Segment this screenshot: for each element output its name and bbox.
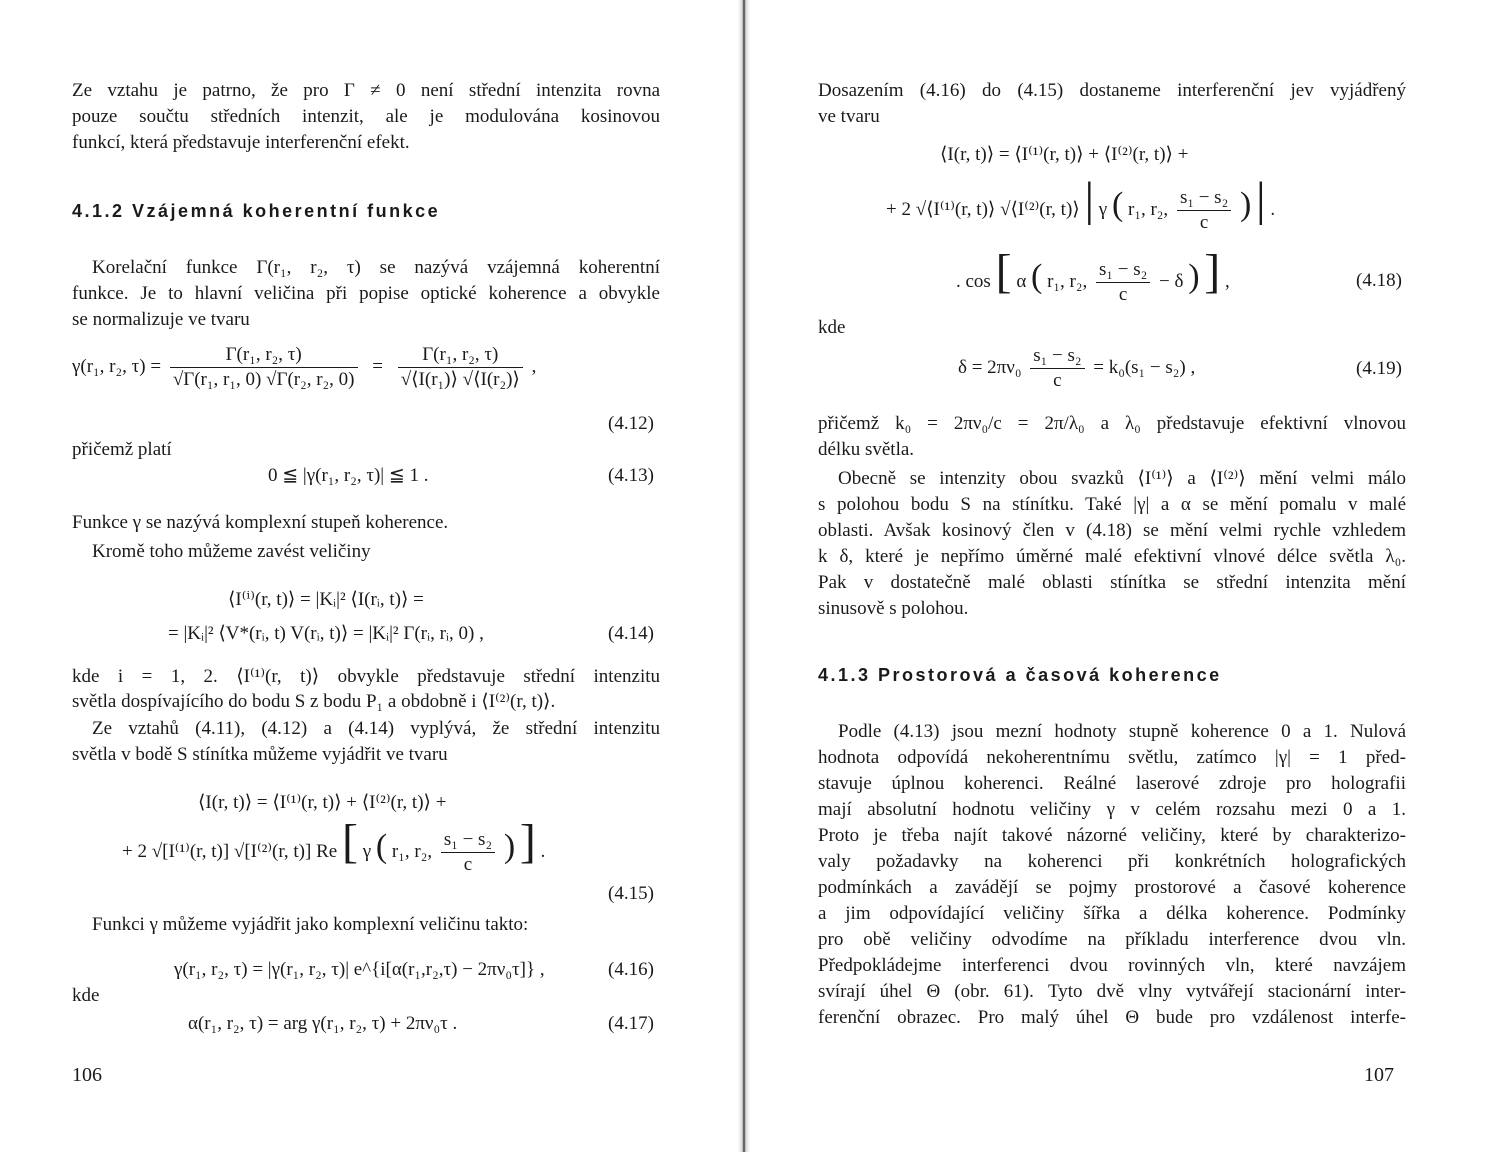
equation-4-17: α(r₁, r₂, τ) = arg γ(r₁, r₂, τ) + 2πν₀τ . — [188, 1013, 458, 1034]
eq418-part-a: + 2 √⟨I⁽¹⁾(r, t)⟩ √⟨I⁽²⁾(r, t)⟩ — [886, 198, 1080, 220]
equation-4-18-line1: ⟨I(r, t)⟩ = ⟨I⁽¹⁾(r, t)⟩ + ⟨I⁽²⁾(r, t)⟩ + — [940, 144, 1189, 165]
eq415-frac-den: c — [463, 854, 473, 875]
right-para3-line1: Obecně se intenzity obou svazků ⟨I⁽¹⁾⟩ a ⟨I⁽²⁾⟩ mění velmi málo — [838, 468, 1406, 489]
eq418-line3-tail: , — [1225, 270, 1230, 292]
right-para4-line12: ferenční obrazec. Pro malý úhel Θ bude pro vzdálenost interfe- — [818, 1007, 1406, 1028]
eq418-frac-num: s₁ − s₂ — [1177, 186, 1231, 211]
left-para3-last: světla dospívajícího do bodu S z bodu P₁ a obdobně i ⟨I⁽²⁾(r, t)⟩. — [72, 691, 556, 712]
right-para4-line11: svírají úhel Θ (obr. 61). Tyto dvě vlny vytvářejí stacionární inter- — [818, 981, 1406, 1002]
left-para4-line1: Ze vztahů (4.11), (4.12) a (4.14) vyplývá, že střední intenzitu — [92, 718, 660, 739]
right-kde: kde — [818, 317, 846, 338]
eq415-args: r₁, r₂, — [391, 840, 433, 862]
page-number-right: 107 — [1364, 1064, 1394, 1086]
right-para2-line1: přičemž k₀ = 2πν₀/c = 2π/λ₀ a λ₀ představuje efektivní vlnovou — [818, 413, 1406, 434]
equation-4-16: γ(r₁, r₂, τ) = |γ(r₁, r₂, τ)| e^{i[α(r₁,r₂,τ) − 2πν₀τ]} , — [174, 959, 545, 980]
right-para4-line5: Proto je třeba najít takové názorné veličiny, které by charakterizo- — [818, 825, 1406, 846]
right-para1-last: ve tvaru — [818, 106, 880, 127]
equation-4-19 — [958, 344, 1195, 393]
right-para3-line4: k δ, které je nepřímo úměrné malé efektivní vlnové délce světla λ₀. — [818, 546, 1406, 567]
equation-number-4-17: (4.17) — [608, 1013, 654, 1034]
left-para1-last: funkcí, která představuje interferenční efekt. — [72, 132, 410, 153]
right-para2-last: délku světla. — [818, 439, 915, 460]
eq419-frac-den: c — [1053, 370, 1062, 391]
eq412-den1: √Γ(r₁, r₁, 0) √Γ(r₂, r₂, 0) — [172, 369, 355, 390]
right-para3-line5: Pak v dostatečně malé oblasti stínítka se střední intenzita mění — [818, 572, 1406, 593]
eq415-tail: . — [540, 840, 546, 862]
equation-4-13: 0 ≦ |γ(r₁, r₂, τ)| ≦ 1 . — [268, 465, 429, 486]
eq415-part-a: + 2 √[I⁽¹⁾(r, t)] √[I⁽²⁾(r, t)] Re — [122, 840, 338, 862]
krome-line: Kromě toho můžeme zavést veličiny — [92, 541, 371, 562]
eq418-abs-open: | — [1084, 172, 1095, 226]
left-para1-line2: pouze součtu středních intenzit, ale je modulována kosinovou — [72, 106, 660, 127]
eq419-lhs: δ = 2πν₀ — [958, 356, 1022, 378]
eq418-paren2-close: ) — [1188, 257, 1200, 295]
pricemz-plati: přičemž platí — [72, 439, 172, 460]
left-para2-line2: funkce. Je to hlavní veličina při popise optické koherence a obvykle — [72, 283, 660, 304]
right-para4-line4: mají absolutní hodnotu veličiny γ v celém rozsahu mezi 0 a 1. — [818, 799, 1406, 820]
equation-4-15-line2 — [122, 814, 546, 877]
eq418-abs-close: | — [1256, 172, 1266, 226]
eq415-gamma: γ — [362, 840, 372, 862]
eq418-alpha: α — [1016, 270, 1027, 292]
eq412-equals: = — [372, 355, 383, 377]
eq418-args2: r₁, r₂, — [1047, 270, 1088, 292]
right-para4-line8: a jim odpovídající veličiny šířka a délka koherence. Podmínky — [818, 903, 1406, 924]
left-para2-last: se normalizuje ve tvaru — [72, 309, 250, 330]
eq418-fraction-2 — [1096, 258, 1150, 307]
equation-number-4-18: (4.18) — [1356, 270, 1402, 291]
right-para4-line7: podmínkách a zavádějí se pojmy prostorové a časové koherence — [818, 877, 1406, 898]
equation-number-4-15: (4.15) — [608, 883, 654, 904]
section-heading-4-1-2: 4.1.2 Vzájemná koherentní funkce — [72, 201, 441, 221]
eq418-line2-tail: . — [1270, 198, 1276, 220]
equation-4-14-line1: ⟨I⁽ⁱ⁾(r, t)⟩ = |Kᵢ|² ⟨I(rᵢ, t)⟩ = — [228, 589, 424, 610]
eq419-frac-num: s₁ − s₂ — [1030, 344, 1084, 369]
funkce-line: Funkce γ se nazývá komplexní stupeň koherence. — [72, 512, 449, 533]
eq412-fraction-2 — [398, 343, 523, 392]
book-gutter — [738, 0, 750, 1152]
right-para4-line3: stavuje úplnou koherenci. Reálné laserové zdroje pro holografii — [818, 773, 1406, 794]
eq418-paren-open: ( — [1111, 185, 1124, 223]
equation-number-4-16: (4.16) — [608, 959, 654, 980]
right-para4-line10: Předpokládejme interferenci dvou rovinných vln, které navzájem — [818, 955, 1406, 976]
left-kde: kde — [72, 985, 100, 1006]
equation-4-18-line2 — [886, 172, 1276, 235]
right-para1-line1: Dosazením (4.16) do (4.15) dostaneme interferenční jev vyjádřený — [818, 80, 1406, 101]
eq418-gamma: γ — [1098, 198, 1108, 220]
eq418-args: r₁, r₂, — [1128, 198, 1169, 220]
funkci-line: Funkci γ můžeme vyjádřit jako komplexní veličinu takto: — [92, 914, 529, 935]
left-para2-line1: Korelační funkce Γ(r₁, r₂, τ) se nazývá vzájemná koherentní — [92, 257, 660, 278]
right-page — [750, 0, 1506, 1152]
equation-number-4-13: (4.13) — [608, 465, 654, 486]
eq412-lhs: γ(r₁, r₂, τ) = — [72, 355, 162, 377]
right-para4-line6: valy požadavky na koherenci při konkrétních holografických — [818, 851, 1406, 872]
equation-number-4-12: (4.12) — [608, 413, 654, 434]
eq418-paren2-open: ( — [1031, 257, 1043, 295]
eq418-bracket-close: ] — [1204, 244, 1221, 298]
eq418-cos: . cos — [956, 270, 991, 292]
eq412-tail: , — [531, 355, 537, 377]
right-para3-last: sinusově s polohou. — [818, 598, 969, 619]
eq415-paren-close: ) — [503, 827, 516, 865]
eq412-fraction-1 — [170, 343, 358, 392]
left-para1-line1: Ze vztahu je patrno, že pro Γ ≠ 0 není střední intenzita rovna — [72, 80, 660, 101]
page-number-left: 106 — [72, 1064, 102, 1086]
eq418-fraction — [1177, 186, 1231, 235]
eq419-rhs: = k₀(s₁ − s₂) , — [1093, 356, 1196, 378]
equation-4-18-line3 — [956, 244, 1230, 307]
right-para4-line9: pro obě veličiny odvodíme na příkladu interference dvou vln. — [818, 929, 1406, 950]
eq418-minus-delta: − δ — [1159, 270, 1184, 292]
eq418-paren-close: ) — [1239, 185, 1252, 223]
eq418-frac-den: c — [1199, 212, 1209, 233]
left-page — [0, 0, 738, 1152]
eq412-den2: √⟨I(r₁)⟩ √⟨I(r₂)⟩ — [400, 369, 520, 390]
eq418-frac2-den: c — [1118, 284, 1128, 305]
equation-number-4-14: (4.14) — [608, 623, 654, 644]
eq418-bracket-open: [ — [995, 244, 1012, 298]
eq419-fraction — [1030, 344, 1084, 393]
eq412-num2: Γ(r₁, r₂, τ) — [398, 343, 523, 368]
eq418-frac2-num: s₁ − s₂ — [1096, 258, 1150, 283]
section-heading-4-1-3: 4.1.3 Prostorová a časová koherence — [818, 665, 1222, 685]
equation-4-14-line2: = |Kᵢ|² ⟨V*(rᵢ, t) V(rᵢ, t)⟩ = |Kᵢ|² Γ(rᵢ, rᵢ, 0) , — [168, 623, 484, 644]
eq415-paren-open: ( — [375, 827, 388, 865]
left-para3-line1: kde i = 1, 2. ⟨I⁽¹⁾(r, t)⟩ obvykle představuje střední intenzitu — [72, 666, 660, 687]
right-para3-line2: s polohou bodu S na stínítku. Také |γ| a α se mění pomalu v malé — [818, 494, 1406, 515]
left-para4-last: světla v bodě S stínítka můžeme vyjádřit ve tvaru — [72, 744, 448, 765]
eq415-bracket-open: [ — [341, 814, 358, 868]
equation-4-12 — [72, 343, 536, 392]
right-para4-line1: Podle (4.13) jsou mezní hodnoty stupně koherence 0 a 1. Nulová — [838, 721, 1406, 742]
eq415-bracket-close: ] — [519, 814, 536, 868]
right-para4-line2: hodnota odpovídá nekoherentnímu světlu, zatímco |γ| = 1 před- — [818, 747, 1406, 768]
equation-number-4-19: (4.19) — [1356, 358, 1402, 379]
equation-4-15-line1: ⟨I(r, t)⟩ = ⟨I⁽¹⁾(r, t)⟩ + ⟨I⁽²⁾(r, t)⟩ + — [198, 792, 447, 813]
eq412-num1: Γ(r₁, r₂, τ) — [170, 343, 358, 368]
eq415-frac-num: s₁ − s₂ — [441, 828, 495, 853]
eq415-fraction — [441, 828, 495, 877]
right-para3-line3: oblasti. Avšak kosinový člen v (4.18) se mění velmi rychle vzhledem — [818, 520, 1406, 541]
